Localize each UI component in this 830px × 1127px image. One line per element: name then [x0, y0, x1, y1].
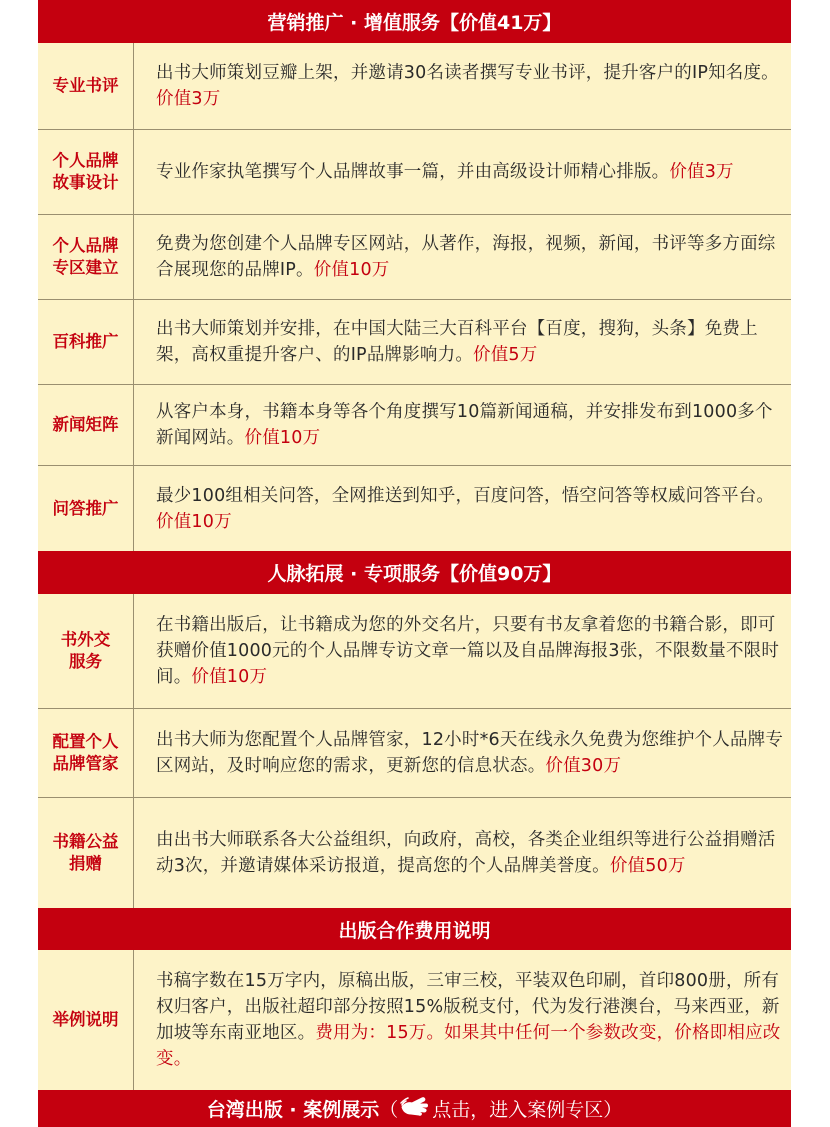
service-row-qa	[38, 466, 791, 551]
row-label: 配置个人 品牌管家	[38, 709, 134, 797]
row-label: 书籍公益 捐赠	[38, 798, 134, 908]
row-price: 价值50万	[609, 856, 686, 876]
footer-case-link[interactable]	[38, 1090, 791, 1127]
service-sheet	[38, 0, 791, 1127]
footer-link-text[interactable]: 点击，进入案例专区	[432, 1099, 604, 1121]
row-label: 个人品牌 故事设计	[38, 130, 134, 214]
row-price: 价值5万	[473, 345, 538, 365]
service-row-brand-story	[38, 130, 791, 215]
service-row-brand-manager	[38, 709, 791, 798]
service-row-news	[38, 385, 791, 466]
section-title: 出版合作费用说明	[338, 919, 491, 942]
row-text: 书稿字数在15万字内，原稿出版，三审三校，平装双色印刷，首印800册，所有权归客户，出版社超印部分按照15%版税支付，代为发行港澳台，马来西亚，新加坡等东南亚地区。	[156, 971, 780, 1043]
row-text: 免费为您创建个人品牌专区网站，从著作，海报，视频，新闻，书评等多方面综合展现您的品牌IP。	[156, 234, 776, 280]
hand-pointer-icon	[400, 1095, 430, 1122]
footer-close-paren: ）	[603, 1099, 623, 1121]
section-header-network	[38, 551, 791, 594]
service-row-encyclopedia	[38, 300, 791, 385]
row-text: 专业作家执笔撰写个人品牌故事一篇，并由高级设计师精心排版。	[156, 162, 670, 182]
row-label: 个人品牌 专区建立	[38, 215, 134, 299]
row-price: 价值10万	[191, 667, 268, 687]
section-header-pricing	[38, 908, 791, 950]
row-text: 出书大师策划并安排，在中国大陆三大百科平台【百度，搜狗，头条】免费上架，高权重提升客户、的IP品牌影响力。	[156, 319, 758, 365]
row-price: 费用为：15万。如果其中任何一个参数改变，价格即相应改变。	[156, 1023, 781, 1069]
row-text: 最少100组相关问答，全网推送到知乎，百度问答，悟空问答等权威问答平台。	[156, 485, 775, 506]
row-text: 出书大师为您配置个人品牌管家，12小时*6天在线永久免费为您维护个人品牌专区网站，及时响应您的需求，更新您的信息状态。	[156, 730, 784, 776]
row-price: 价值10万	[244, 428, 321, 448]
service-row-donation	[38, 798, 791, 908]
row-text: 从客户本身，书籍本身等各个角度撰写10篇新闻通稿，并安排发布到1000多个新闻网站。	[156, 402, 773, 448]
footer-open-paren: （	[379, 1099, 399, 1121]
service-row-diplomacy	[38, 594, 791, 709]
row-text: 出书大师策划豆瓣上架，并邀请30名读者撰写专业书评，提升客户的IP知名度。	[156, 63, 779, 83]
row-price: 价值3万	[156, 89, 221, 109]
service-row-brand-site	[38, 215, 791, 300]
row-text: 在书籍出版后，让书籍成为您的外交名片，只要有书友拿着您的书籍合影，即可获赠价值1000元的个人品牌专访文章一篇以及自品牌海报3张，不限数量不限时间。	[156, 615, 780, 687]
row-label: 问答推广	[38, 466, 134, 551]
pricing-example-row	[38, 950, 791, 1090]
section-title: 营销推广 · 增值服务【价值41万】	[267, 12, 562, 34]
row-price: 价值30万	[545, 756, 622, 776]
row-label: 专业书评	[38, 43, 134, 129]
row-price: 价值3万	[669, 162, 734, 182]
row-label: 书外交 服务	[38, 594, 134, 708]
row-text: 由出书大师联系各大公益组织，向政府，高校，各类企业组织等进行公益捐赠活动3次，并邀请媒体采访报道，提高您的个人品牌美誉度。	[156, 830, 776, 876]
row-label: 举例说明	[38, 950, 134, 1090]
section-header-marketing	[38, 0, 791, 43]
row-label: 百科推广	[38, 300, 134, 384]
row-label: 新闻矩阵	[38, 385, 134, 465]
section-title: 人脉拓展 · 专项服务【价值90万】	[267, 563, 562, 585]
service-row-book-review	[38, 43, 791, 130]
row-price: 价值10万	[313, 260, 390, 280]
row-price: 价值10万	[156, 511, 232, 532]
footer-title: 台湾出版 · 案例展示	[206, 1099, 380, 1121]
